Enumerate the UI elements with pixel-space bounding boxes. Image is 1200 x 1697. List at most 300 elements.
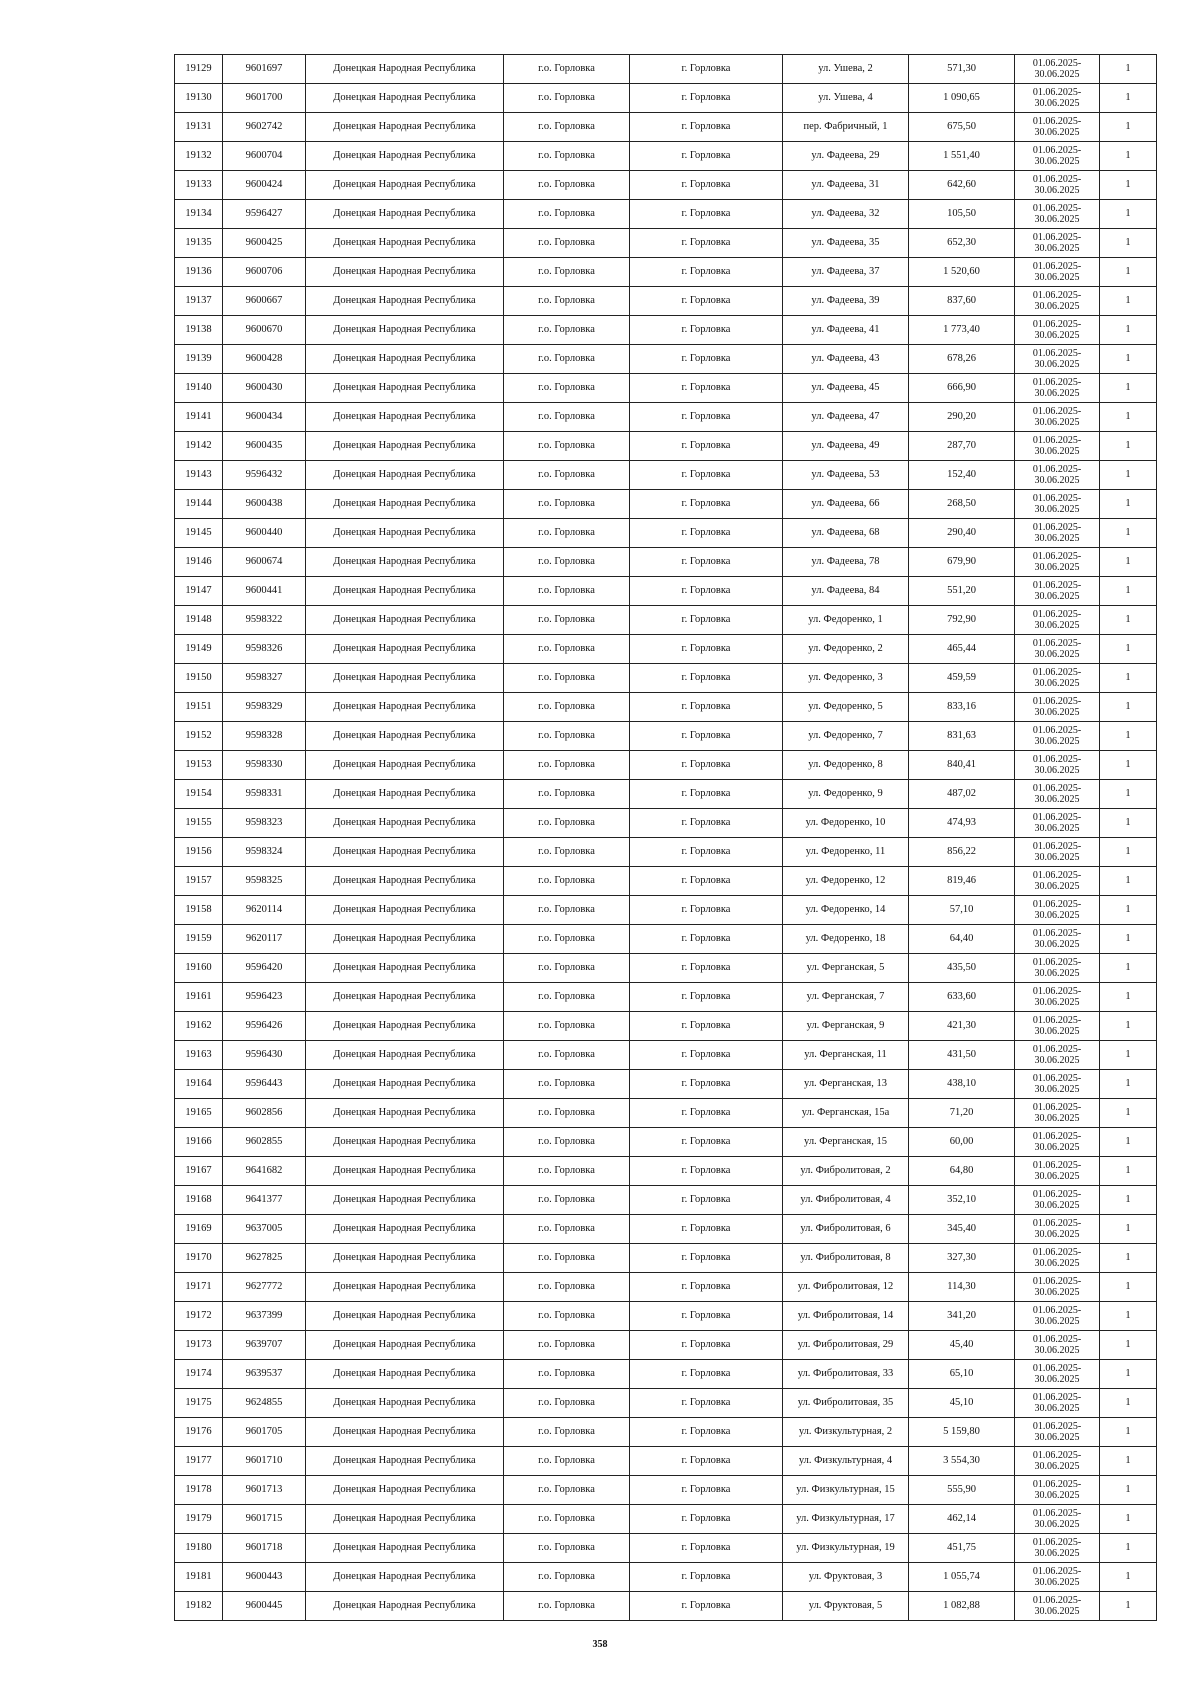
city-cell: г. Горловка — [630, 1505, 783, 1534]
row-number-cell: 19181 — [175, 1563, 223, 1592]
row-number-cell: 19144 — [175, 490, 223, 519]
area-cell: 840,41 — [909, 751, 1015, 780]
row-number-cell: 19153 — [175, 751, 223, 780]
period-cell: 01.06.2025- 30.06.2025 — [1015, 1070, 1100, 1099]
city-cell: г. Горловка — [630, 287, 783, 316]
district-cell: г.о. Горловка — [504, 1476, 630, 1505]
table-row — [175, 1331, 1157, 1360]
address-cell: ул. Фибролитовая, 33 — [783, 1360, 909, 1389]
city-cell: г. Горловка — [630, 809, 783, 838]
area-cell: 652,30 — [909, 229, 1015, 258]
object-id-cell: 9627772 — [223, 1273, 306, 1302]
row-number-cell: 19130 — [175, 84, 223, 113]
area-cell: 451,75 — [909, 1534, 1015, 1563]
region-cell: Донецкая Народная Республика — [306, 1244, 504, 1273]
address-cell: ул. Фруктовая, 3 — [783, 1563, 909, 1592]
district-cell: г.о. Горловка — [504, 896, 630, 925]
city-cell: г. Горловка — [630, 345, 783, 374]
district-cell: г.о. Горловка — [504, 287, 630, 316]
row-number-cell: 19134 — [175, 200, 223, 229]
district-cell: г.о. Горловка — [504, 490, 630, 519]
count-cell: 1 — [1100, 838, 1157, 867]
address-cell: ул. Фадеева, 68 — [783, 519, 909, 548]
count-cell: 1 — [1100, 1128, 1157, 1157]
address-cell: ул. Федоренко, 9 — [783, 780, 909, 809]
row-number-cell: 19176 — [175, 1418, 223, 1447]
row-number-cell: 19147 — [175, 577, 223, 606]
object-id-cell: 9601713 — [223, 1476, 306, 1505]
region-cell: Донецкая Народная Республика — [306, 1099, 504, 1128]
object-id-cell: 9637005 — [223, 1215, 306, 1244]
area-cell: 290,20 — [909, 403, 1015, 432]
address-cell: ул. Федоренко, 10 — [783, 809, 909, 838]
object-id-cell: 9601715 — [223, 1505, 306, 1534]
city-cell: г. Горловка — [630, 316, 783, 345]
period-cell: 01.06.2025- 30.06.2025 — [1015, 287, 1100, 316]
count-cell: 1 — [1100, 84, 1157, 113]
count-cell: 1 — [1100, 606, 1157, 635]
region-cell: Донецкая Народная Республика — [306, 1070, 504, 1099]
object-id-cell: 9598322 — [223, 606, 306, 635]
area-cell: 341,20 — [909, 1302, 1015, 1331]
city-cell: г. Горловка — [630, 113, 783, 142]
table-row — [175, 287, 1157, 316]
object-id-cell: 9596427 — [223, 200, 306, 229]
district-cell: г.о. Горловка — [504, 374, 630, 403]
count-cell: 1 — [1100, 954, 1157, 983]
count-cell: 1 — [1100, 925, 1157, 954]
city-cell: г. Горловка — [630, 374, 783, 403]
table-row — [175, 1534, 1157, 1563]
object-id-cell: 9598328 — [223, 722, 306, 751]
object-id-cell: 9637399 — [223, 1302, 306, 1331]
table-row — [175, 954, 1157, 983]
address-cell: ул. Фибролитовая, 35 — [783, 1389, 909, 1418]
area-cell: 421,30 — [909, 1012, 1015, 1041]
area-cell: 837,60 — [909, 287, 1015, 316]
table-row — [175, 577, 1157, 606]
period-cell: 01.06.2025- 30.06.2025 — [1015, 1302, 1100, 1331]
address-cell: ул. Ферганская, 13 — [783, 1070, 909, 1099]
period-cell: 01.06.2025- 30.06.2025 — [1015, 577, 1100, 606]
count-cell: 1 — [1100, 664, 1157, 693]
address-cell: ул. Федоренко, 14 — [783, 896, 909, 925]
object-id-cell: 9598325 — [223, 867, 306, 896]
object-id-cell: 9596432 — [223, 461, 306, 490]
period-cell: 01.06.2025- 30.06.2025 — [1015, 809, 1100, 838]
object-id-cell: 9596443 — [223, 1070, 306, 1099]
table-row — [175, 142, 1157, 171]
table-row — [175, 1244, 1157, 1273]
area-cell: 152,40 — [909, 461, 1015, 490]
city-cell: г. Горловка — [630, 1476, 783, 1505]
table-row — [175, 1360, 1157, 1389]
district-cell: г.о. Горловка — [504, 519, 630, 548]
area-cell: 679,90 — [909, 548, 1015, 577]
period-cell: 01.06.2025- 30.06.2025 — [1015, 1360, 1100, 1389]
district-cell: г.о. Горловка — [504, 722, 630, 751]
count-cell: 1 — [1100, 200, 1157, 229]
object-id-cell: 9641682 — [223, 1157, 306, 1186]
area-cell: 571,30 — [909, 55, 1015, 84]
object-id-cell: 9600434 — [223, 403, 306, 432]
district-cell: г.о. Горловка — [504, 1389, 630, 1418]
address-cell: ул. Федоренко, 7 — [783, 722, 909, 751]
address-cell: ул. Фадеева, 29 — [783, 142, 909, 171]
address-cell: ул. Фибролитовая, 4 — [783, 1186, 909, 1215]
period-cell: 01.06.2025- 30.06.2025 — [1015, 867, 1100, 896]
table-row — [175, 896, 1157, 925]
row-number-cell: 19168 — [175, 1186, 223, 1215]
district-cell: г.о. Горловка — [504, 751, 630, 780]
address-cell: ул. Федоренко, 2 — [783, 635, 909, 664]
area-cell: 1 520,60 — [909, 258, 1015, 287]
object-id-cell: 9602855 — [223, 1128, 306, 1157]
row-number-cell: 19163 — [175, 1041, 223, 1070]
address-cell: ул. Фадеева, 84 — [783, 577, 909, 606]
count-cell: 1 — [1100, 258, 1157, 287]
object-id-cell: 9620117 — [223, 925, 306, 954]
table-row — [175, 925, 1157, 954]
region-cell: Донецкая Народная Республика — [306, 55, 504, 84]
count-cell: 1 — [1100, 1157, 1157, 1186]
city-cell: г. Горловка — [630, 925, 783, 954]
city-cell: г. Горловка — [630, 1563, 783, 1592]
city-cell: г. Горловка — [630, 1273, 783, 1302]
register-table-body — [175, 55, 1157, 1621]
row-number-cell: 19139 — [175, 345, 223, 374]
region-cell: Донецкая Народная Республика — [306, 1563, 504, 1592]
object-id-cell: 9601705 — [223, 1418, 306, 1447]
count-cell: 1 — [1100, 693, 1157, 722]
region-cell: Донецкая Народная Республика — [306, 1041, 504, 1070]
count-cell: 1 — [1100, 1418, 1157, 1447]
period-cell: 01.06.2025- 30.06.2025 — [1015, 1157, 1100, 1186]
row-number-cell: 19146 — [175, 548, 223, 577]
region-cell: Донецкая Народная Республика — [306, 1157, 504, 1186]
address-cell: ул. Федоренко, 11 — [783, 838, 909, 867]
period-cell: 01.06.2025- 30.06.2025 — [1015, 374, 1100, 403]
area-cell: 633,60 — [909, 983, 1015, 1012]
region-cell: Донецкая Народная Республика — [306, 1476, 504, 1505]
district-cell: г.о. Горловка — [504, 258, 630, 287]
count-cell: 1 — [1100, 1534, 1157, 1563]
period-cell: 01.06.2025- 30.06.2025 — [1015, 1041, 1100, 1070]
period-cell: 01.06.2025- 30.06.2025 — [1015, 258, 1100, 287]
table-row — [175, 432, 1157, 461]
city-cell: г. Горловка — [630, 635, 783, 664]
period-cell: 01.06.2025- 30.06.2025 — [1015, 200, 1100, 229]
count-cell: 1 — [1100, 780, 1157, 809]
area-cell: 465,44 — [909, 635, 1015, 664]
count-cell: 1 — [1100, 1389, 1157, 1418]
address-cell: ул. Фадеева, 31 — [783, 171, 909, 200]
row-number-cell: 19170 — [175, 1244, 223, 1273]
address-cell: ул. Фадеева, 45 — [783, 374, 909, 403]
address-cell: ул. Федоренко, 3 — [783, 664, 909, 693]
address-cell: ул. Ферганская, 11 — [783, 1041, 909, 1070]
period-cell: 01.06.2025- 30.06.2025 — [1015, 1389, 1100, 1418]
region-cell: Донецкая Народная Республика — [306, 606, 504, 635]
address-cell: ул. Фибролитовая, 8 — [783, 1244, 909, 1273]
object-id-cell: 9600704 — [223, 142, 306, 171]
district-cell: г.о. Горловка — [504, 1563, 630, 1592]
area-cell: 5 159,80 — [909, 1418, 1015, 1447]
city-cell: г. Горловка — [630, 432, 783, 461]
area-cell: 1 551,40 — [909, 142, 1015, 171]
count-cell: 1 — [1100, 142, 1157, 171]
period-cell: 01.06.2025- 30.06.2025 — [1015, 548, 1100, 577]
object-id-cell: 9596430 — [223, 1041, 306, 1070]
district-cell: г.о. Горловка — [504, 1534, 630, 1563]
area-cell: 487,02 — [909, 780, 1015, 809]
table-row — [175, 258, 1157, 287]
region-cell: Донецкая Народная Республика — [306, 200, 504, 229]
object-id-cell: 9596423 — [223, 983, 306, 1012]
district-cell: г.о. Горловка — [504, 200, 630, 229]
region-cell: Донецкая Народная Республика — [306, 84, 504, 113]
area-cell: 290,40 — [909, 519, 1015, 548]
address-cell: ул. Фадеева, 32 — [783, 200, 909, 229]
city-cell: г. Горловка — [630, 664, 783, 693]
table-row — [175, 229, 1157, 258]
region-cell: Донецкая Народная Республика — [306, 983, 504, 1012]
district-cell: г.о. Горловка — [504, 838, 630, 867]
city-cell: г. Горловка — [630, 490, 783, 519]
row-number-cell: 19148 — [175, 606, 223, 635]
period-cell: 01.06.2025- 30.06.2025 — [1015, 461, 1100, 490]
table-row — [175, 374, 1157, 403]
period-cell: 01.06.2025- 30.06.2025 — [1015, 1331, 1100, 1360]
table-row — [175, 1476, 1157, 1505]
address-cell: ул. Физкультурная, 4 — [783, 1447, 909, 1476]
address-cell: ул. Ферганская, 7 — [783, 983, 909, 1012]
table-row — [175, 1215, 1157, 1244]
area-cell: 675,50 — [909, 113, 1015, 142]
city-cell: г. Горловка — [630, 548, 783, 577]
city-cell: г. Горловка — [630, 838, 783, 867]
period-cell: 01.06.2025- 30.06.2025 — [1015, 142, 1100, 171]
table-row — [175, 1070, 1157, 1099]
address-cell: ул. Физкультурная, 2 — [783, 1418, 909, 1447]
count-cell: 1 — [1100, 1070, 1157, 1099]
area-cell: 435,50 — [909, 954, 1015, 983]
region-cell: Донецкая Народная Республика — [306, 171, 504, 200]
count-cell: 1 — [1100, 229, 1157, 258]
city-cell: г. Горловка — [630, 1534, 783, 1563]
table-row — [175, 113, 1157, 142]
region-cell: Донецкая Народная Республика — [306, 954, 504, 983]
address-cell: ул. Федоренко, 8 — [783, 751, 909, 780]
object-id-cell: 9600443 — [223, 1563, 306, 1592]
row-number-cell: 19131 — [175, 113, 223, 142]
count-cell: 1 — [1100, 1563, 1157, 1592]
count-cell: 1 — [1100, 1012, 1157, 1041]
region-cell: Донецкая Народная Республика — [306, 1128, 504, 1157]
period-cell: 01.06.2025- 30.06.2025 — [1015, 316, 1100, 345]
district-cell: г.о. Горловка — [504, 1244, 630, 1273]
table-row — [175, 635, 1157, 664]
object-id-cell: 9600424 — [223, 171, 306, 200]
city-cell: г. Горловка — [630, 171, 783, 200]
region-cell: Донецкая Народная Республика — [306, 577, 504, 606]
city-cell: г. Горловка — [630, 1215, 783, 1244]
count-cell: 1 — [1100, 896, 1157, 925]
address-cell: пер. Фабричный, 1 — [783, 113, 909, 142]
count-cell: 1 — [1100, 345, 1157, 374]
region-cell: Донецкая Народная Республика — [306, 1360, 504, 1389]
table-row — [175, 838, 1157, 867]
region-cell: Донецкая Народная Республика — [306, 1186, 504, 1215]
address-cell: ул. Фруктовая, 5 — [783, 1592, 909, 1621]
city-cell: г. Горловка — [630, 693, 783, 722]
region-cell: Донецкая Народная Республика — [306, 1505, 504, 1534]
row-number-cell: 19164 — [175, 1070, 223, 1099]
count-cell: 1 — [1100, 1099, 1157, 1128]
row-number-cell: 19174 — [175, 1360, 223, 1389]
region-cell: Донецкая Народная Республика — [306, 722, 504, 751]
period-cell: 01.06.2025- 30.06.2025 — [1015, 1505, 1100, 1534]
district-cell: г.о. Горловка — [504, 1186, 630, 1215]
count-cell: 1 — [1100, 171, 1157, 200]
address-cell: ул. Физкультурная, 17 — [783, 1505, 909, 1534]
address-cell: ул. Фадеева, 49 — [783, 432, 909, 461]
region-cell: Донецкая Народная Республика — [306, 1592, 504, 1621]
table-row — [175, 490, 1157, 519]
count-cell: 1 — [1100, 316, 1157, 345]
city-cell: г. Горловка — [630, 954, 783, 983]
row-number-cell: 19151 — [175, 693, 223, 722]
object-id-cell: 9598329 — [223, 693, 306, 722]
district-cell: г.о. Горловка — [504, 171, 630, 200]
address-cell: ул. Федоренко, 12 — [783, 867, 909, 896]
district-cell: г.о. Горловка — [504, 1041, 630, 1070]
table-row — [175, 1563, 1157, 1592]
address-cell: ул. Фадеева, 39 — [783, 287, 909, 316]
region-cell: Донецкая Народная Республика — [306, 113, 504, 142]
district-cell: г.о. Горловка — [504, 1070, 630, 1099]
area-cell: 45,40 — [909, 1331, 1015, 1360]
table-row — [175, 722, 1157, 751]
period-cell: 01.06.2025- 30.06.2025 — [1015, 1447, 1100, 1476]
period-cell: 01.06.2025- 30.06.2025 — [1015, 925, 1100, 954]
object-id-cell: 9600445 — [223, 1592, 306, 1621]
table-row — [175, 693, 1157, 722]
table-row — [175, 55, 1157, 84]
table-row — [175, 403, 1157, 432]
row-number-cell: 19156 — [175, 838, 223, 867]
period-cell: 01.06.2025- 30.06.2025 — [1015, 171, 1100, 200]
count-cell: 1 — [1100, 983, 1157, 1012]
object-id-cell: 9600430 — [223, 374, 306, 403]
period-cell: 01.06.2025- 30.06.2025 — [1015, 432, 1100, 461]
table-row — [175, 1186, 1157, 1215]
address-cell: ул. Фадеева, 43 — [783, 345, 909, 374]
city-cell: г. Горловка — [630, 780, 783, 809]
address-cell: ул. Фадеева, 47 — [783, 403, 909, 432]
district-cell: г.о. Горловка — [504, 1157, 630, 1186]
region-cell: Донецкая Народная Республика — [306, 809, 504, 838]
city-cell: г. Горловка — [630, 1447, 783, 1476]
table-row — [175, 461, 1157, 490]
count-cell: 1 — [1100, 1215, 1157, 1244]
table-row — [175, 751, 1157, 780]
object-id-cell: 9601710 — [223, 1447, 306, 1476]
object-id-cell: 9601718 — [223, 1534, 306, 1563]
row-number-cell: 19161 — [175, 983, 223, 1012]
area-cell: 105,50 — [909, 200, 1015, 229]
object-id-cell: 9598331 — [223, 780, 306, 809]
region-cell: Донецкая Народная Республика — [306, 403, 504, 432]
area-cell: 474,93 — [909, 809, 1015, 838]
object-id-cell: 9598323 — [223, 809, 306, 838]
period-cell: 01.06.2025- 30.06.2025 — [1015, 896, 1100, 925]
district-cell: г.о. Горловка — [504, 693, 630, 722]
object-id-cell: 9600667 — [223, 287, 306, 316]
register-table — [174, 54, 1157, 1621]
period-cell: 01.06.2025- 30.06.2025 — [1015, 1099, 1100, 1128]
row-number-cell: 19152 — [175, 722, 223, 751]
period-cell: 01.06.2025- 30.06.2025 — [1015, 1592, 1100, 1621]
area-cell: 45,10 — [909, 1389, 1015, 1418]
table-row — [175, 1447, 1157, 1476]
city-cell: г. Горловка — [630, 606, 783, 635]
city-cell: г. Горловка — [630, 200, 783, 229]
district-cell: г.о. Горловка — [504, 84, 630, 113]
district-cell: г.о. Горловка — [504, 1360, 630, 1389]
count-cell: 1 — [1100, 722, 1157, 751]
period-cell: 01.06.2025- 30.06.2025 — [1015, 1186, 1100, 1215]
address-cell: ул. Фадеева, 78 — [783, 548, 909, 577]
table-row — [175, 316, 1157, 345]
city-cell: г. Горловка — [630, 142, 783, 171]
address-cell: ул. Фибролитовая, 6 — [783, 1215, 909, 1244]
region-cell: Донецкая Народная Республика — [306, 142, 504, 171]
region-cell: Донецкая Народная Республика — [306, 838, 504, 867]
row-number-cell: 19165 — [175, 1099, 223, 1128]
row-number-cell: 19135 — [175, 229, 223, 258]
city-cell: г. Горловка — [630, 55, 783, 84]
address-cell: ул. Физкультурная, 19 — [783, 1534, 909, 1563]
address-cell: ул. Фибролитовая, 14 — [783, 1302, 909, 1331]
address-cell: ул. Физкультурная, 15 — [783, 1476, 909, 1505]
table-row — [175, 780, 1157, 809]
count-cell: 1 — [1100, 1447, 1157, 1476]
table-row — [175, 867, 1157, 896]
count-cell: 1 — [1100, 403, 1157, 432]
count-cell: 1 — [1100, 635, 1157, 664]
district-cell: г.о. Горловка — [504, 1447, 630, 1476]
object-id-cell: 9598327 — [223, 664, 306, 693]
row-number-cell: 19137 — [175, 287, 223, 316]
table-row — [175, 1099, 1157, 1128]
table-row — [175, 1592, 1157, 1621]
city-cell: г. Горловка — [630, 722, 783, 751]
district-cell: г.о. Горловка — [504, 55, 630, 84]
object-id-cell: 9641377 — [223, 1186, 306, 1215]
region-cell: Донецкая Народная Республика — [306, 316, 504, 345]
table-row — [175, 1157, 1157, 1186]
region-cell: Донецкая Народная Республика — [306, 1273, 504, 1302]
object-id-cell: 9639707 — [223, 1331, 306, 1360]
period-cell: 01.06.2025- 30.06.2025 — [1015, 1273, 1100, 1302]
area-cell: 287,70 — [909, 432, 1015, 461]
area-cell: 462,14 — [909, 1505, 1015, 1534]
object-id-cell: 9600441 — [223, 577, 306, 606]
city-cell: г. Горловка — [630, 751, 783, 780]
count-cell: 1 — [1100, 1360, 1157, 1389]
region-cell: Донецкая Народная Республика — [306, 1447, 504, 1476]
